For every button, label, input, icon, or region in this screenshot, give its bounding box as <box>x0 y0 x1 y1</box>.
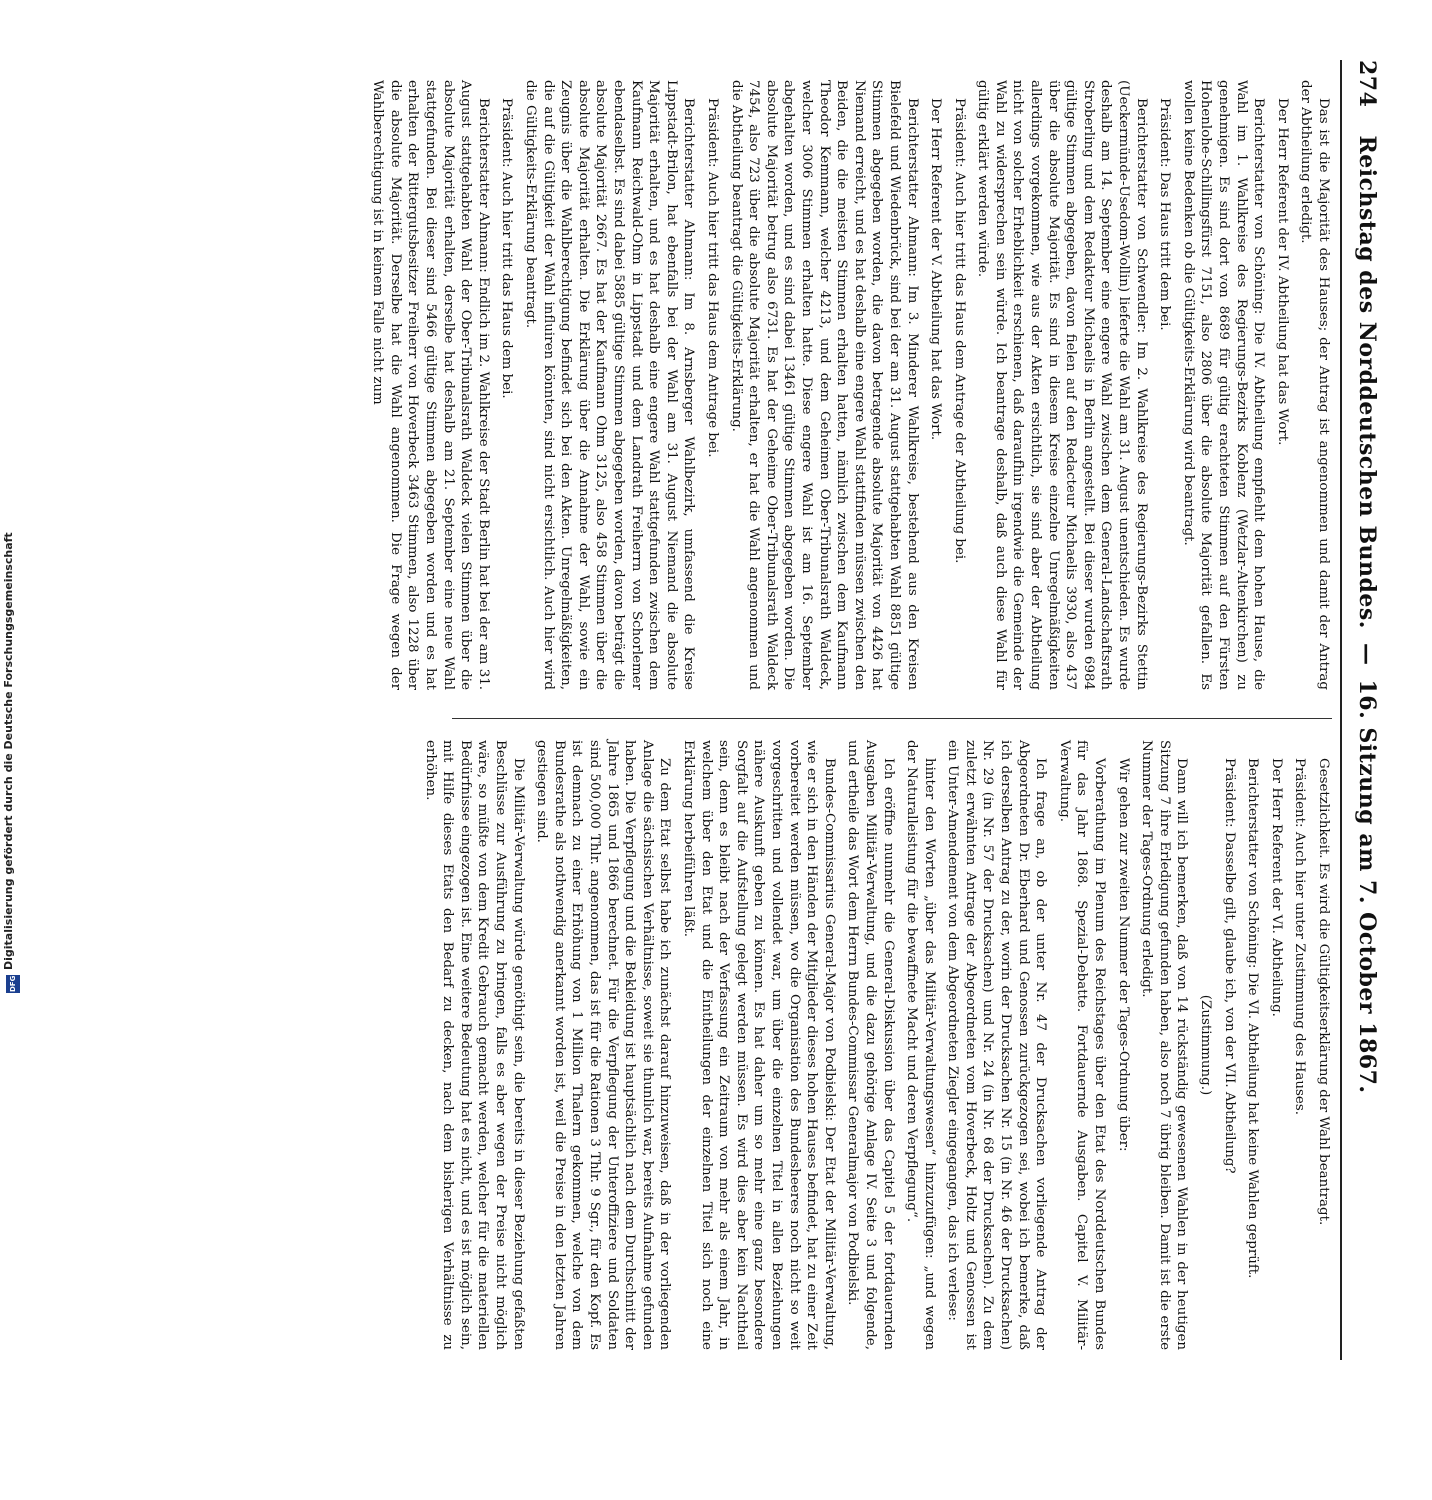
paragraph: Der Herr Referent der V. Abtheilung hat das Wort. <box>928 98 944 441</box>
right-column <box>415 740 1332 1350</box>
paragraph: Berichterstatter von Schwendler: Im 2. Wahlkreise des Regierungs-Bezirks Stettin (Ueckermünde-Usedom-Wollin) lieferte die Wahl am 31. August unentschieden. Es wurde deshalb am 14. September eine engere Wahl zwischen dem General-Landschaftsrath Stroberling und dem Redakteur Michaelis in Berlin angestellt. Bei dieser wurden 6984 gültige Stimmen abgegeben, davon fielen auf den Redacteur Michaelis 3930, also 437 über die absolute Majorität. Es sind in diesem Kreise einzelne Unregelmäßigkeiten allerdings vorgekommen, wie aus der Akten ersichtlich, sie sind aber der Abtheilung nicht von solcher Erheblichkeit erschienen, daß daraufhin irgendwie die Gemeinde der Wahl zu widersprechen sein würde. Ich beantrage deshalb, daß auch diese Wahl für gültig erklärt werden würde. <box>975 80 1149 690</box>
paragraph: Ich eröffne nunmehr die General-Diskussion über das Capitel 5 der fortdauernden Ausgaben Militär-Verwaltung, und die dazu gehörige Anlage IV. Seite 3 und folgende, und ertheile das Wort dem Herrn Bundes-Commissar Generalmajor von Podbielski. <box>845 740 896 1350</box>
paragraph: Präsident: Dasselbe gilt, glaube ich, von der VII. Abtheilung? <box>1221 758 1237 1174</box>
paragraph: Präsident: Auch hier tritt das Haus dem Antrage bei. <box>705 98 720 458</box>
paragraph: Berichterstatter Ahmann: Im 3. Minderer Wahlkreise, bestehend aus den Kreisen Bielefeld und Wiedenbrück, sind bei der am 31. August stattgehabten Wahl 8851 gültige Stimmen abgegeben worden, die davon betragende absolute Majorität von 4426 hat Niemand erreicht, und es hat deshalb eine engere Wahl stattfinden müssen zwischen den Beiden, die die meisten Stimmen erhalten hatten, nämlich zwischen dem Kaufmann Theodor Kemmann, welcher 4213, und dem Geheimen Ober-Tribunalsrath Waldeck, welcher 3006 Stimmen erhalten hatte. Diese engere Wahl ist am 16. September abgehalten worden, und es sind dabei 13461 gültige Stimmen abgegeben worden. Die absolute Majorität betrug also 6731. Es hat der Geheime Ober-Tribunalsrath Waldeck 7454, also 723 über die absolute Majorität erhalten, er hat die Wahl angenommen und die Abtheilung beantragt die Gültigkeits-Erklärung. <box>728 80 920 690</box>
paragraph: Dann will ich bemerken, daß von 14 rückständig gewesenen Wahlen in der heutigen Sitzung 7 ihre Erledigung gefunden haben, also noch 7 übrig bleiben. Damit ist die erste Nummer der Tages-Ordnung erledigt. <box>1139 740 1190 1350</box>
paragraph: hinter den Worten „über das Militär-Verwaltungswesen“ hinzuzufügen: „und wegen der Naturalleistung für die bewaffnete Macht und deren Verpflegung“. <box>904 740 937 1350</box>
paragraph: Präsident: Das Haus tritt dem bei. <box>1157 98 1173 331</box>
paragraph: Berichterstatter Ahmann: Im 8. Arnsberger Wahlbezirk, umfassend die Kreise Lippstadt-Brilon, hat ebenfalls bei der Wahl am 31. August Niemand die absolute Majorität erhalten, und es hat deshalb eine engere Wahl stattgefunden zwischen dem Kaufmann Reichwald-Ohm in Lippstadt und dem Landrath Freiherrn von Schorlemer ebendaselbst. Es sind dabei 5885 gültige Stimmen abgegeben worden, davon beträgt die absolute Majorität 2667. Es hat der Kaufmann Ohm 3125, also 458 Stimmen über die absolute Majorität erhalten. Die Erklärung über die Annahme der Wahl, sowie ein Zeugnis über die Wahlberechtigung befindet sich bei den Akten. Unregelmäßigkeiten, die auf die Gültigkeit der Wahl influiren könnten, sind nicht ersichtlich. Auch hier wird die Gültigkeits-Erklärung beantragt. <box>523 80 697 690</box>
paragraph: Präsident: Auch hier tritt das Haus dem bei. <box>499 98 515 399</box>
session-title: 16. Sitzung am 7. October 1867. <box>1354 679 1380 1094</box>
paragraph: Ich frage an, ob der unter Nr. 47 der Drucksachen vorliegende Antrag der Abgeordneten Dr. Eberhard und Genossen zurückgezogen sei, wobei ich bemerke, daß ich derselben Antrag zu der, worin der Drucksachen Nr. 15 (in Nr. 46 der Drucksachen) Nr. 29 (in Nr. 57 der Drucksachen) und Nr. 24 (in Nr. 68 der Drucksachen). Zu dem zuletzt erwähnten Antrage der Abgeordneten vom Hoverbeck, Holtz und Genossen ist ein Unter-Amendement von dem Abgeordneten Ziegler eingegangen, das ich verlese: <box>945 740 1049 1350</box>
paragraph: Vorberathung im Plenum des Reichstages über den Etat des Norddeutschen Bundes für das Jahr 1868. Spezial-Debatte. Fortdauernde Ausgaben. Capitel V. Militär-Verwaltung. <box>1056 740 1108 1350</box>
digitization-credit: Digitalisierung gefördert durch die Deutsche Forschungsgemeinschaft <box>2 532 15 970</box>
column-divider <box>452 718 1332 719</box>
header-dash: — <box>1354 642 1380 666</box>
paragraph: Berichterstatter von Schöning: Die IV. Abtheilung empfiehlt dem hohen Hause, die Wahl im 1. Wahlkreise des Regierungs-Bezirks Koblenz (Wetzlar-Altenkirchen) zu genehmigen. Es sind dort von 8689 für gültig erachteten Stimmen auf den Fürsten Hohenlohe-Schillingsfürst 7151, also 2806 über die absolute Majorität gefallen. Es wollen keine Bedenken ob die Gültigkeits-Erklärung wird beantragt. <box>1180 80 1267 690</box>
publication-title: Reichstag des Norddeutschen Bundes. <box>1354 135 1380 629</box>
page-number: 274 <box>1354 60 1380 108</box>
paragraph: (Zustimmung.) <box>1198 994 1214 1096</box>
paragraph: Gesetzlichkeit. Es wird die Gültigkeitserklärung der Wahl beantragt. <box>1316 758 1331 1226</box>
paragraph: Der Herr Referent der VI. Abtheilung. <box>1268 758 1284 1017</box>
paragraph: Präsident: Auch hier tritt das Haus dem Antrage der Abtheilung bei. <box>951 98 967 564</box>
paragraph: Berichterstatter Ahmann: Endlich im 2. Wahlkreise der Stadt Berlin hat bei der am 31. August stattgehabten Wahl der Ober-Tribunalsrath Waldeck vielen Stimmen über die absolute Majorität erhalten, derselbe hat deshalb am 21. September eine neue Wahl stattgefunden. Bei dieser sind 5466 gültige Stimmen abgegeben worden und es hat erhalten der Rittergutsbesitzer Freiherr von Hoverbeck 3463 Stimmen, also 1228 über die absolute Majorität. Derselbe hat die Wahl angenommen. Die Frage wegen der Wahlberechtigung ist in keinem Falle nicht zum <box>370 80 491 690</box>
paragraph: Bundes-Commissarius General-Major von Podbielski: Der Etat der Militär-Verwaltung, wie er sich in den Händen der Mitglieder dieses hohen Hauses befindet, hat zu einer Zeit vorbereitet werden müssen, wo die Organisation des Bundesheeres noch nicht so weit vorgeschritten und vollendet war, um über die einzelnen Titel in allen Beziehungen nähere Auskunft geben zu können. Es hat daher um so mehr eine ganz besondere Sorgfalt auf die Aufstellung gelegt werden müssen. Es wird dies aber kein Nachtheil sein, denn es bleibt nach der Verfassung ein Zeitraum von mehr als einem Jahr, in welchem über den Etat und die Eintheilungen der einzelnen Titel sich noch eine Erklärung herbeiführen läßt. <box>681 740 837 1350</box>
paragraph: Der Herr Referent der IV. Abtheilung hat das Wort. <box>1274 98 1290 446</box>
paragraph: Wir gehen zur zweiten Nummer der Tages-Ordnung über: <box>1115 758 1131 1152</box>
dfg-logo: DFG <box>6 975 20 993</box>
page-header <box>1354 60 1380 1500</box>
paragraph: Berichterstatter von Schöning: Die VI. Abtheilung hat keine Wahlen geprüft. <box>1245 758 1261 1279</box>
left-column <box>363 80 1332 690</box>
paragraph: Präsident: Auch hier unter Zustimmung des Hauses. <box>1292 758 1308 1115</box>
paragraph: Die Militär-Verwaltung würde genöthigt sein, die bereits in dieser Beziehung gefaßten Beschlüsse zur Ausführung zu bringen, falls es aber wegen der Preise nicht möglich wäre, so müßte von dem Kredit Gebrauch gemacht werden, welcher für die materiellen Bedürfnisse eingezogen ist. Eine weitere Bedeutung hat es nicht, und es ist möglich sein, mit Hilfe dieses Etats den Bedarf zu decken, nach dem bisherigen Verhältnisse zu erhöhen. <box>422 740 526 1350</box>
paragraph: Das ist die Majorität des Hauses; der Antrag ist angenommen und damit der Antrag der Abtheilung erledigt. <box>1298 80 1331 690</box>
paragraph: Zu dem Etat selbst habe ich zunächst darauf hinzuweisen, daß in der vorliegenden Anlage die sächsischen Verhältnisse, soweit sie thunlich war, bereits Aufnahme gefunden haben. Die Verpflegung und die Bekleidung ist hauptsächlich nach dem Durchschnitt der Jahre 1865 und 1866 berechnet. Für die Verpflegung der Unteroffiziere und Soldaten sind 500,000 Thlr. angenommen, das ist für die Rationen 3 Thlr. 9 Sgr., für den Kopf. Es ist demnach zu einer Erhöhung von 1 Million Thalern gekommen, welche von dem Bundesrathe als nothwendig anerkannt worden ist, weil die Preise in den letzten Jahren gestiegen sind. <box>534 740 673 1350</box>
header-rule <box>1340 60 1342 1360</box>
